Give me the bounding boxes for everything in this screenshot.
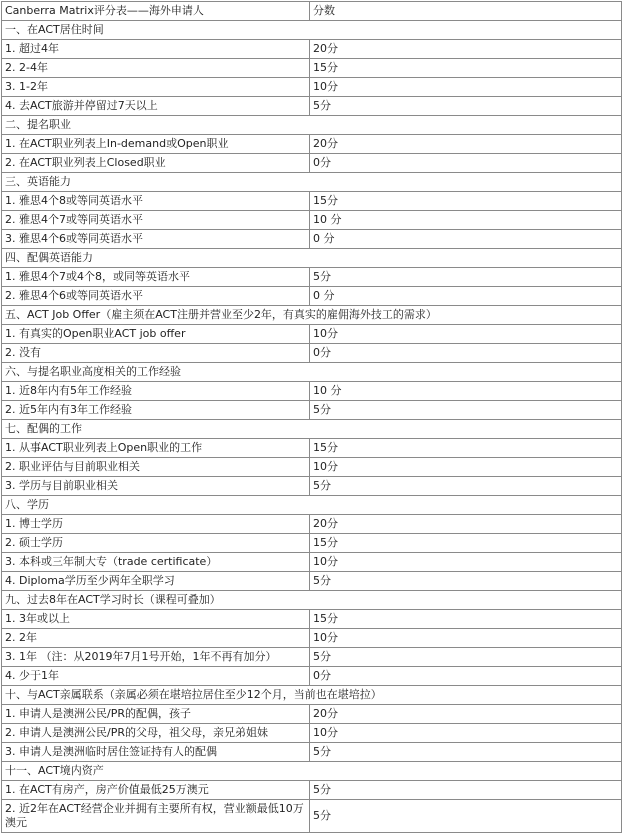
criterion-row xyxy=(2,629,622,648)
criterion-text: 1. 从事ACT职业列表上Open职业的工作 xyxy=(2,439,310,458)
criterion-row xyxy=(2,800,622,833)
criterion-score: 10分 xyxy=(310,458,622,477)
criterion-text: 2. 近2年在ACT经营企业并拥有主要所有权，营业额最低10万澳元 xyxy=(2,800,310,833)
criterion-score: 5分 xyxy=(310,648,622,667)
criterion-row xyxy=(2,211,622,230)
criterion-score: 15分 xyxy=(310,192,622,211)
criterion-score: 5分 xyxy=(310,781,622,800)
criterion-row xyxy=(2,268,622,287)
section-heading: 十一、ACT境内资产 xyxy=(2,762,622,781)
criterion-row xyxy=(2,724,622,743)
section-heading: 五、ACT Job Offer（雇主须在ACT注册并营业至少2年，有真实的雇佣海外技工的需求） xyxy=(2,306,622,325)
criterion-text: 1. 申请人是澳洲公民/PR的配偶，孩子 xyxy=(2,705,310,724)
criterion-text: 1. 博士学历 xyxy=(2,515,310,534)
criterion-score: 5分 xyxy=(310,743,622,762)
section-row xyxy=(2,363,622,382)
criterion-row xyxy=(2,78,622,97)
section-row xyxy=(2,306,622,325)
criterion-row xyxy=(2,515,622,534)
criterion-text: 3. 1年 （注：从2019年7月1号开始，1年不再有加分） xyxy=(2,648,310,667)
criterion-row xyxy=(2,477,622,496)
criterion-score: 15分 xyxy=(310,439,622,458)
section-row xyxy=(2,591,622,610)
criterion-score: 0 分 xyxy=(310,230,622,249)
criterion-row xyxy=(2,382,622,401)
criterion-score: 5分 xyxy=(310,800,622,833)
criterion-text: 4. 去ACT旅游并停留过7天以上 xyxy=(2,97,310,116)
criterion-text: 4. Diploma学历至少两年全职学习 xyxy=(2,572,310,591)
criterion-row xyxy=(2,667,622,686)
criterion-text: 3. 本科或三年制大专（trade certificate） xyxy=(2,553,310,572)
criterion-text: 1. 雅思4个8或等同英语水平 xyxy=(2,192,310,211)
section-heading: 二、提名职业 xyxy=(2,116,622,135)
criterion-score: 10分 xyxy=(310,78,622,97)
criterion-score: 20分 xyxy=(310,515,622,534)
score-column-header: 分数 xyxy=(310,2,622,21)
criterion-text: 2. 申请人是澳洲公民/PR的父母，祖父母，亲兄弟姐妹 xyxy=(2,724,310,743)
section-heading: 九、过去8年在ACT学习时长（课程可叠加） xyxy=(2,591,622,610)
section-heading: 三、英语能力 xyxy=(2,173,622,192)
criterion-text: 2. 雅思4个6或等同英语水平 xyxy=(2,287,310,306)
header-row xyxy=(2,2,622,21)
criterion-text: 1. 在ACT职业列表上In-demand或Open职业 xyxy=(2,135,310,154)
criterion-text: 2. 2-4年 xyxy=(2,59,310,78)
criterion-row xyxy=(2,40,622,59)
criterion-text: 1. 在ACT有房产，房产价值最低25万澳元 xyxy=(2,781,310,800)
section-row xyxy=(2,249,622,268)
canberra-matrix-table xyxy=(1,1,622,833)
criterion-row xyxy=(2,192,622,211)
criterion-row xyxy=(2,610,622,629)
criterion-text: 1. 有真实的Open职业ACT job offer xyxy=(2,325,310,344)
criterion-text: 1. 近8年内有5年工作经验 xyxy=(2,382,310,401)
criterion-row xyxy=(2,439,622,458)
section-heading: 十、与ACT亲属联系（亲属必须在堪培拉居住至少12个月，当前也在堪培拉） xyxy=(2,686,622,705)
criterion-row xyxy=(2,553,622,572)
criterion-text: 2. 近5年内有3年工作经验 xyxy=(2,401,310,420)
section-heading: 四、配偶英语能力 xyxy=(2,249,622,268)
criterion-score: 0分 xyxy=(310,344,622,363)
criterion-row xyxy=(2,287,622,306)
criterion-row xyxy=(2,59,622,78)
criterion-score: 15分 xyxy=(310,610,622,629)
criterion-text: 3. 1-2年 xyxy=(2,78,310,97)
section-row xyxy=(2,496,622,515)
criterion-text: 4. 少于1年 xyxy=(2,667,310,686)
criterion-row xyxy=(2,781,622,800)
criterion-score: 5分 xyxy=(310,477,622,496)
criterion-text: 3. 申请人是澳洲临时居住签证持有人的配偶 xyxy=(2,743,310,762)
criterion-score: 0分 xyxy=(310,154,622,173)
criterion-row xyxy=(2,534,622,553)
criterion-row xyxy=(2,401,622,420)
section-row xyxy=(2,116,622,135)
criterion-score: 5分 xyxy=(310,97,622,116)
section-row xyxy=(2,173,622,192)
criterion-score: 10 分 xyxy=(310,382,622,401)
criterion-text: 2. 雅思4个7或等同英语水平 xyxy=(2,211,310,230)
criterion-score: 10 分 xyxy=(310,211,622,230)
section-row xyxy=(2,420,622,439)
section-row xyxy=(2,762,622,781)
section-row xyxy=(2,21,622,40)
criterion-score: 5分 xyxy=(310,572,622,591)
criterion-text: 1. 超过4年 xyxy=(2,40,310,59)
table-title: Canberra Matrix评分表——海外申请人 xyxy=(2,2,310,21)
criterion-score: 10分 xyxy=(310,629,622,648)
criterion-row xyxy=(2,648,622,667)
section-row xyxy=(2,686,622,705)
section-heading: 七、配偶的工作 xyxy=(2,420,622,439)
criterion-text: 2. 职业评估与目前职业相关 xyxy=(2,458,310,477)
criterion-score: 10分 xyxy=(310,553,622,572)
criterion-score: 0 分 xyxy=(310,287,622,306)
criterion-row xyxy=(2,344,622,363)
criterion-score: 5分 xyxy=(310,268,622,287)
criterion-score: 5分 xyxy=(310,401,622,420)
criterion-text: 2. 2年 xyxy=(2,629,310,648)
criterion-text: 3. 学历与目前职业相关 xyxy=(2,477,310,496)
table-body xyxy=(2,2,622,833)
scoring-table-container xyxy=(1,1,621,833)
criterion-score: 20分 xyxy=(310,705,622,724)
criterion-text: 2. 在ACT职业列表上Closed职业 xyxy=(2,154,310,173)
criterion-score: 0分 xyxy=(310,667,622,686)
criterion-text: 3. 雅思4个6或等同英语水平 xyxy=(2,230,310,249)
criterion-row xyxy=(2,230,622,249)
criterion-row xyxy=(2,705,622,724)
criterion-row xyxy=(2,135,622,154)
criterion-row xyxy=(2,458,622,477)
criterion-score: 15分 xyxy=(310,59,622,78)
criterion-row xyxy=(2,743,622,762)
criterion-text: 1. 雅思4个7或4个8，或同等英语水平 xyxy=(2,268,310,287)
criterion-text: 2. 硕士学历 xyxy=(2,534,310,553)
criterion-score: 15分 xyxy=(310,534,622,553)
criterion-score: 10分 xyxy=(310,325,622,344)
criterion-row xyxy=(2,154,622,173)
criterion-row xyxy=(2,97,622,116)
section-heading: 一、在ACT居住时间 xyxy=(2,21,622,40)
section-heading: 八、学历 xyxy=(2,496,622,515)
criterion-row xyxy=(2,325,622,344)
criterion-text: 2. 没有 xyxy=(2,344,310,363)
criterion-score: 10分 xyxy=(310,724,622,743)
criterion-score: 20分 xyxy=(310,40,622,59)
criterion-text: 1. 3年或以上 xyxy=(2,610,310,629)
criterion-row xyxy=(2,572,622,591)
section-heading: 六、与提名职业高度相关的工作经验 xyxy=(2,363,622,382)
criterion-score: 20分 xyxy=(310,135,622,154)
